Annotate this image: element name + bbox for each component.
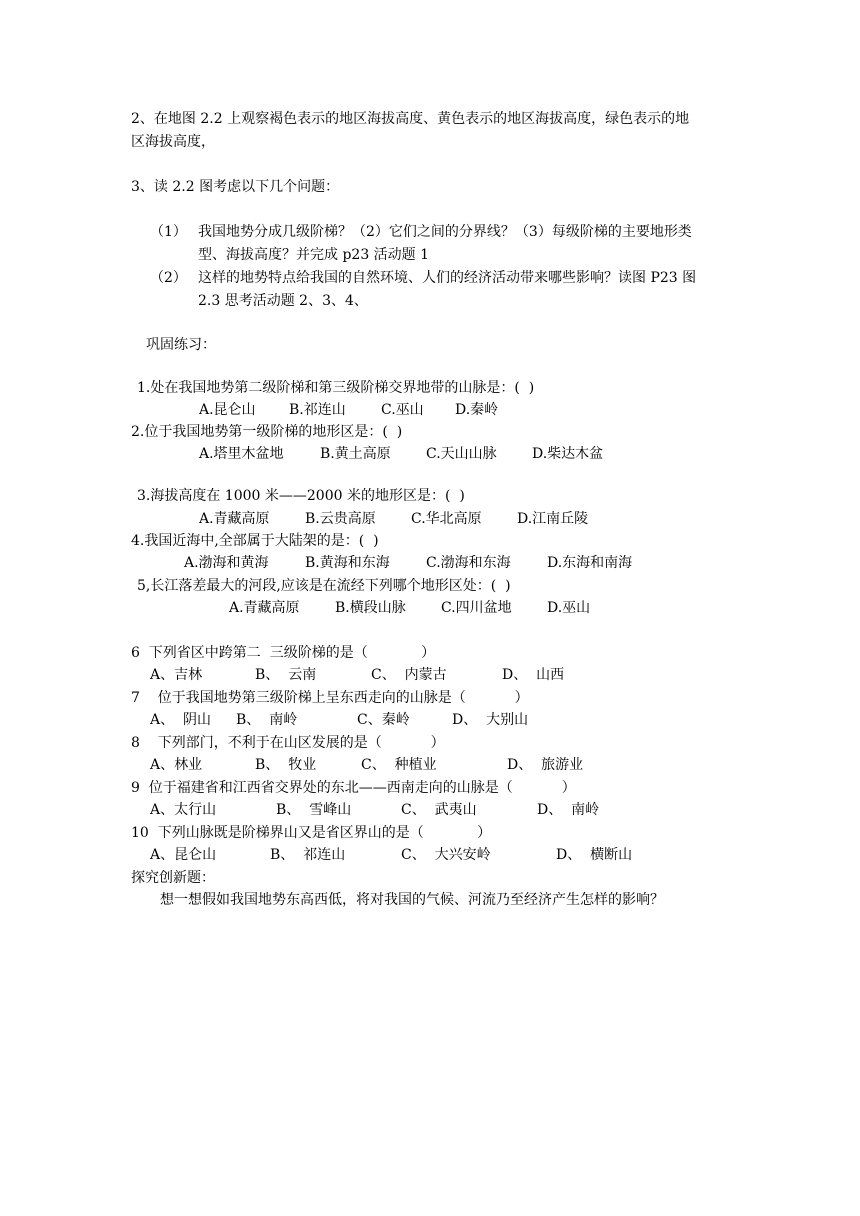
mcq-1-stem: 1.处在我国地势第二级阶梯和第三级阶梯交界地带的山脉是：( )	[137, 380, 535, 396]
option-c: C.华北高原	[411, 511, 482, 527]
question-3: 3、读 2.2 图考虑以下几个问题：	[131, 179, 340, 195]
option-d: D、 山西	[502, 667, 565, 683]
option-c: C、 内蒙古	[371, 667, 447, 683]
mcq-7-stem: 7 位于我国地势第三级阶梯上呈东西走向的山脉是（ ）	[131, 690, 529, 706]
option-d: D.巫山	[547, 600, 591, 616]
option-b: B.祁连山	[289, 402, 346, 418]
sub-question-1-line-2: 型、海拔高度？并完成 p23 活动题 1	[198, 247, 430, 263]
option-d: D.柴达木盆	[532, 446, 604, 462]
option-d: D、 旅游业	[507, 757, 584, 773]
option-b: B、 牧业	[255, 757, 317, 773]
mcq-10-stem: 10 下列山脉既是阶梯界山又是省区界山的是（ ）	[131, 825, 492, 841]
explore-heading: 探究创新题：	[131, 870, 215, 886]
option-a: A、林业	[150, 757, 203, 773]
mcq-4-stem: 4.我国近海中,全部属于大陆架的是：( )	[131, 533, 379, 549]
option-d: D.秦岭	[455, 402, 499, 418]
explore-question: 想一想假如我国地势东高西低，将对我国的气候、河流乃至经济产生怎样的影响？	[160, 892, 664, 908]
option-c: C、 武夷山	[401, 802, 477, 818]
option-b: B、 雪峰山	[276, 802, 352, 818]
sub-question-2-number: （2）	[150, 270, 187, 286]
mcq-5-stem: 5,长江落差最大的河段,应该是在流经下列哪个地形区处：( )	[137, 578, 511, 594]
option-b: B.黄土高原	[320, 446, 391, 462]
option-d: D.江南丘陵	[517, 511, 589, 527]
option-a: A.塔里木盆地	[199, 446, 284, 462]
option-d: D、 大别山	[452, 712, 529, 728]
option-b: B、 云南	[255, 667, 317, 683]
option-a: A、 阴山	[150, 712, 212, 728]
option-b: B.横段山脉	[335, 600, 406, 616]
sub-question-2-line-1: 这样的地势特点给我国的自然环境、人们的经济活动带来哪些影响？读图 P23 图	[198, 270, 697, 286]
option-c: C.天山山脉	[426, 446, 497, 462]
option-d: D.东海和南海	[547, 555, 633, 571]
option-c: C、 大兴安岭	[401, 847, 491, 863]
option-a: A.昆仑山	[199, 402, 256, 418]
option-c: C.四川盆地	[441, 600, 512, 616]
option-d: D、 横断山	[556, 847, 633, 863]
option-a: A.青藏高原	[229, 600, 300, 616]
option-b: B.黄海和东海	[305, 555, 390, 571]
option-c: C.渤海和东海	[426, 555, 511, 571]
mcq-8-stem: 8 下列部门，不利于在山区发展的是（ ）	[131, 735, 445, 751]
option-a: A、昆仑山	[150, 847, 217, 863]
mcq-2-stem: 2.位于我国地势第一级阶梯的地形区是：( )	[131, 424, 403, 440]
option-c: C、 种植业	[361, 757, 437, 773]
mcq-3-stem: 3.海拔高度在 1000 米——2000 米的地形区是：( )	[137, 488, 465, 504]
option-a: A.青藏高原	[199, 511, 270, 527]
mcq-9-stem: 9 位于福建省和江西省交界处的东北——西南走向的山脉是（ ）	[131, 780, 576, 796]
option-b: B、 南岭	[236, 712, 298, 728]
question-2-line-1: 2、在地图 2.2 上观察褐色表示的地区海拔高度、黄色表示的地区海拔高度，绿色表示的地	[131, 111, 690, 127]
practice-heading: 巩固练习：	[146, 337, 216, 353]
option-a: A、太行山	[150, 802, 217, 818]
option-c: C、秦岭	[357, 712, 410, 728]
sub-question-1-number: （1）	[150, 224, 187, 240]
option-c: C.巫山	[381, 402, 424, 418]
option-d: D、 南岭	[537, 802, 600, 818]
sub-question-1-line-1: 我国地势分成几级阶梯？（2）它们之间的分界线？（3）每级阶梯的主要地形类	[198, 224, 692, 240]
option-a: A、吉林	[150, 667, 203, 683]
sub-question-2-line-2: 2.3 思考活动题 2、3、4、	[198, 293, 368, 309]
option-a: A.渤海和黄海	[184, 555, 269, 571]
option-b: B、 祁连山	[270, 847, 346, 863]
option-b: B.云贵高原	[305, 511, 376, 527]
question-2-line-2: 区海拔高度，	[131, 134, 215, 150]
mcq-6-stem: 6 下列省区中跨第二 三级阶梯的是（ ）	[131, 645, 436, 661]
